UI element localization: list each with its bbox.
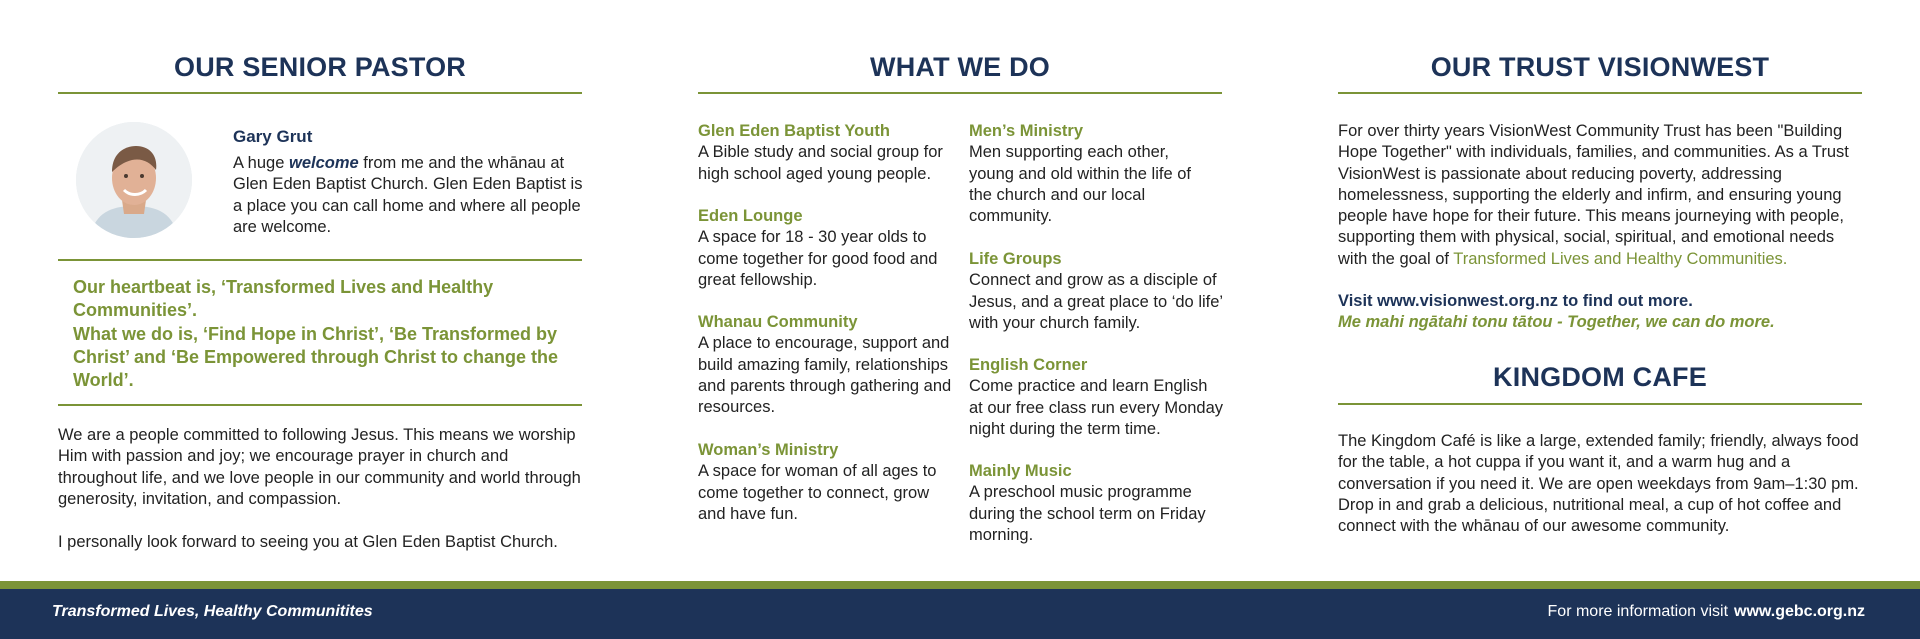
trust-heading: OUR TRUST VISIONWEST (1430, 52, 1770, 82)
footer-website-link[interactable]: www.gebc.org.nz (1734, 603, 1865, 620)
ministry-item (698, 206, 958, 291)
what-we-do-heading: WHAT WE DO (870, 52, 1050, 82)
footer-info-label: For more information visit (1547, 603, 1729, 620)
trust-paragraph-text: For over thirty years VisionWest Community Trust has been "Building Hope Together" with individuals, families, and communities. As a Trust VisionWest is passionate about reducing poverty, addressing homelessness, supporting the elderly and infirm, and ensuring young people have hope for their future. This means journeying with people, supporting them with physical, social, spiritual, and emotional needs with the goal of (1338, 122, 1849, 268)
pastor-closing: I personally look forward to seeing you at Glen Eden Baptist Church. (58, 533, 558, 551)
ministry-title: Mainly Music (969, 462, 1072, 480)
ministry-title: Whanau Community (698, 313, 858, 331)
ministry-item (969, 461, 1219, 546)
pastor-intro-start: A huge (233, 154, 289, 172)
footer-info (1548, 603, 1865, 621)
ministry-description: A preschool music programme during the school term on Friday morning. (969, 483, 1206, 544)
divider (58, 404, 582, 406)
ministry-title: English Corner (969, 356, 1088, 374)
pastor-name: Gary Grut (233, 127, 313, 146)
ministry-description: Come practice and learn English at our free class run every Monday night during the term time. (969, 377, 1224, 438)
visit-link[interactable]: Visit www.visionwest.org.nz to find out more. (1338, 292, 1693, 310)
senior-pastor-heading: OUR SENIOR PASTOR (174, 52, 466, 82)
ministry-item (698, 121, 958, 185)
ministry-description: Men supporting each other, young and old within the life of the church and our local community. (969, 143, 1191, 226)
trust-motto: Me mahi ngātahi tonu tātou - Together, we can do more. (1338, 313, 1775, 331)
kingdom-cafe-heading: KINGDOM CAFE (1493, 362, 1707, 392)
heartbeat-quote (73, 276, 573, 392)
footer-tagline: Transformed Lives, Healthy Communitites (52, 603, 373, 620)
ministry-title: Men’s Ministry (969, 122, 1083, 140)
divider (1338, 92, 1862, 94)
ministry-item (698, 312, 958, 418)
ministry-description: A space for woman of all ages to come together to connect, grow and have fun. (698, 462, 937, 523)
ministry-item (969, 249, 1224, 334)
ministry-title: Eden Lounge (698, 207, 803, 225)
ministry-description: A Bible study and social group for high school aged young people. (698, 143, 943, 183)
trust-paragraph (1338, 121, 1862, 270)
ministry-description: A space for 18 - 30 year olds to come together for good food and great fellowship. (698, 228, 938, 289)
ministry-title: Life Groups (969, 250, 1062, 268)
pastor-portrait-icon (76, 122, 192, 238)
ministry-item (698, 440, 958, 525)
divider (58, 259, 582, 261)
heartbeat-line: Our heartbeat is, ‘Transformed Lives and Healthy Communities’. (73, 277, 494, 321)
avatar (76, 122, 192, 238)
ministry-item (969, 121, 1199, 227)
divider (1338, 403, 1862, 405)
ministry-description: Connect and grow as a disciple of Jesus, and a great place to ‘do life’ with your church family. (969, 271, 1223, 332)
pastor-intro-welcome: welcome (288, 154, 359, 172)
ministry-description: A place to encourage, support and build amazing family, relationships and parents through gathering and resources. (698, 334, 952, 417)
divider (698, 92, 1222, 94)
divider (58, 92, 582, 94)
pastor-paragraph: We are a people committed to following Jesus. This means we worship Him with passion and joy; we encourage prayer in church and throughout life, and we love people in our community and world through generosity, invitation, and compassion. (58, 426, 581, 508)
ministry-title: Woman’s Ministry (698, 441, 839, 459)
cafe-paragraph: The Kingdom Café is like a large, extended family; friendly, always food for the table, a hot cuppa if you want it, and a warm hug and a conversation if you need it. We are open weekdays from 9am–1:30 pm. Drop in and grab a delicious, nutritional meal, a cup of hot coffee and connect with the whānau of our awesome community. (1338, 432, 1859, 536)
trust-goal-highlight: Transformed Lives and Healthy Communities. (1453, 249, 1788, 268)
pastor-intro-rest: from me and the whānau at Glen Eden Baptist Church. Glen Eden Baptist is a place you can call home and where all people are welcome. (233, 154, 583, 236)
ministry-title: Glen Eden Baptist Youth (698, 122, 890, 140)
mission-line: What we do is, ‘Find Hope in Christ’, ‘Be Transformed by Christ’ and ‘Be Empowered through Christ to change the World’. (73, 323, 559, 391)
ministry-item (969, 355, 1224, 440)
pastor-intro (233, 153, 583, 238)
footer-accent-bar (0, 581, 1920, 589)
